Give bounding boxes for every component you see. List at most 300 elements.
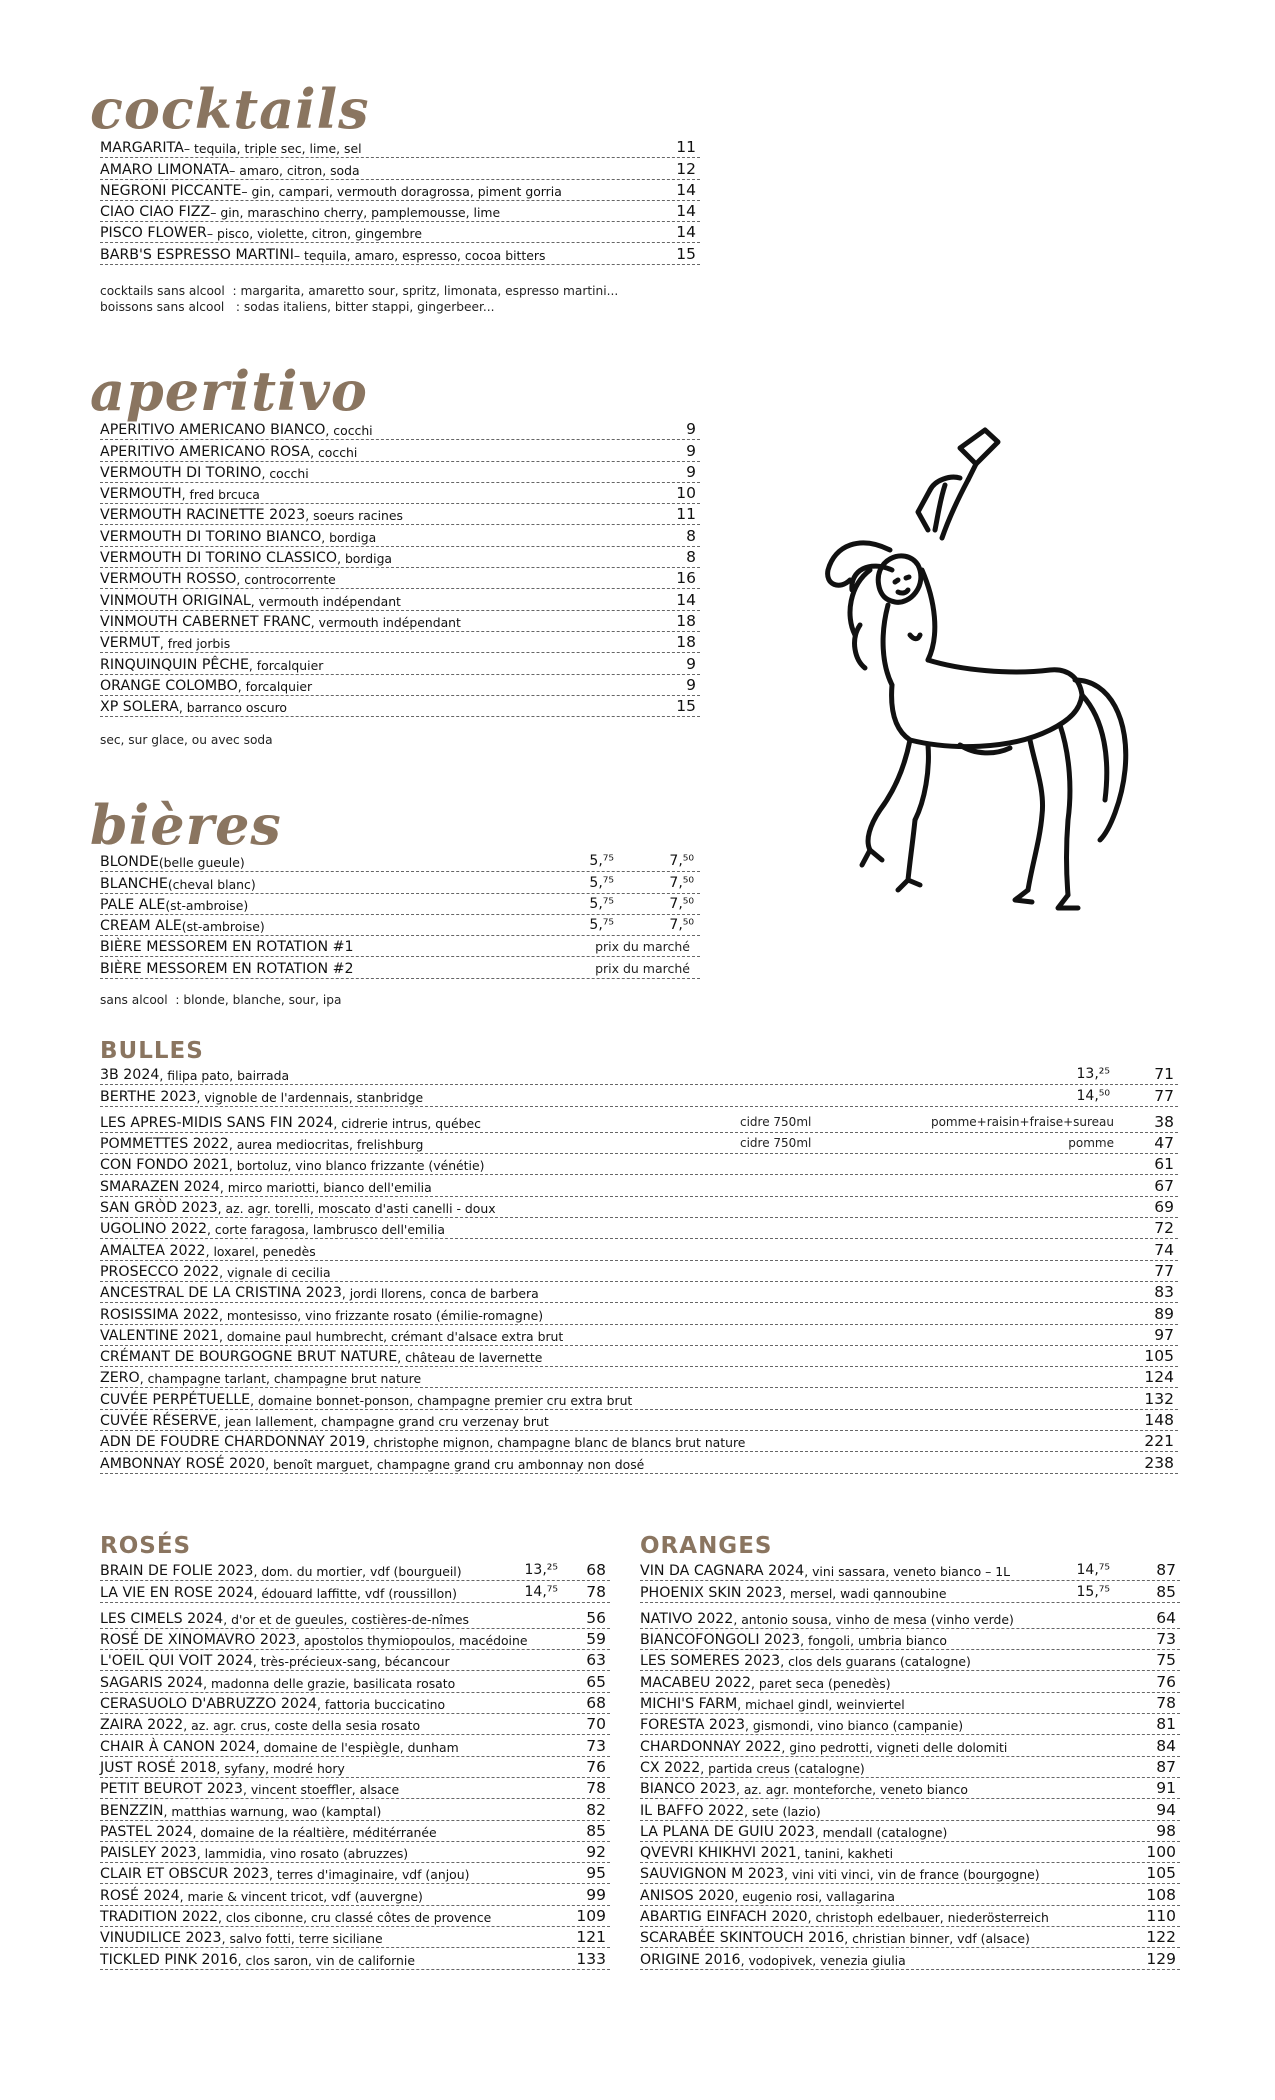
item-desc: , bordiga xyxy=(321,529,377,545)
item-name: BLONDE xyxy=(100,854,159,871)
item-name: BARB'S ESPRESSO MARTINI xyxy=(100,246,294,263)
bottle-price: 61 xyxy=(1154,1155,1174,1174)
item-name: LES SOMERES 2023 xyxy=(640,1653,781,1670)
bottle-price: 87 xyxy=(1156,1757,1176,1776)
bottle-price: 77 xyxy=(1154,1086,1174,1105)
bottle-price: 98 xyxy=(1156,1821,1176,1840)
item-desc: – gin, maraschino cherry, pamplemousse, lime xyxy=(210,205,501,221)
menu-item xyxy=(640,1821,1180,1842)
menu-item xyxy=(100,137,700,158)
glass-price: 13,²⁵ xyxy=(1076,1066,1110,1083)
bieres-list xyxy=(100,851,700,979)
item-desc: , domaine de la réaltière, méditérranée xyxy=(192,1824,437,1840)
menu-item xyxy=(100,568,700,589)
menu-item xyxy=(100,1629,610,1650)
item-name: BIÈRE MESSOREM EN ROTATION #1 xyxy=(100,939,354,956)
menu-item xyxy=(100,1367,1178,1388)
item-desc: , tanini, kakheti xyxy=(796,1846,894,1862)
item-name: ABARTIG EINFACH 2020 xyxy=(640,1909,808,1926)
item-desc: , jean lallement, champagne grand cru verzenay brut xyxy=(216,1414,549,1430)
menu-item xyxy=(640,1650,1180,1671)
bottle-price: 73 xyxy=(1156,1630,1176,1649)
menu-item xyxy=(100,1431,1178,1452)
item-name: AMARO LIMONATA xyxy=(100,161,230,178)
item-desc: , antonio sousa, vinho de mesa (vinho verde) xyxy=(733,1611,1014,1627)
item-desc: , cocchi xyxy=(261,465,309,481)
item-desc: , cocchi xyxy=(310,444,358,460)
bottle-price: 59 xyxy=(586,1630,606,1649)
bottle-price: 97 xyxy=(1154,1325,1174,1344)
menu-item xyxy=(100,1581,610,1602)
item-name: ORANGE COLOMBO xyxy=(100,677,238,694)
bottle-price: 110 xyxy=(1146,1907,1176,1926)
item-name: L'OEIL QUI VOIT 2024 xyxy=(100,1653,253,1670)
item-desc: , filipa pato, bairrada xyxy=(159,1068,290,1084)
item-name: CREAM ALE xyxy=(100,918,182,935)
item-name: CLAIR ET OBSCUR 2023 xyxy=(100,1866,269,1883)
menu-item xyxy=(100,1650,610,1671)
item-name: AMALTEA 2022 xyxy=(100,1242,206,1259)
menu-item xyxy=(100,1863,610,1884)
item-name: RINQUINQUIN PÊCHE xyxy=(100,656,249,673)
item-desc: , domaine bonnet-ponson, champagne premier cru extra brut xyxy=(250,1392,633,1408)
bottle-price: 56 xyxy=(586,1608,606,1627)
bottle-price: 238 xyxy=(1144,1453,1174,1472)
item-name: PASTEL 2024 xyxy=(100,1823,193,1840)
item-desc: , soeurs racines xyxy=(305,508,403,524)
item-desc: , clos saron, vin de californie xyxy=(237,1952,415,1968)
item-name: VERMOUTH DI TORINO xyxy=(100,464,262,481)
half-pint-price: 5,⁷⁵ xyxy=(589,917,614,934)
bottle-price: 105 xyxy=(1146,1864,1176,1883)
item-price: 8 xyxy=(686,526,696,545)
oranges-title: ORANGES xyxy=(640,1533,773,1559)
bottle-price: 109 xyxy=(576,1907,606,1926)
item-name: VALENTINE 2021 xyxy=(100,1327,220,1344)
item-name: PISCO FLOWER xyxy=(100,225,207,242)
bottle-price: 89 xyxy=(1154,1304,1174,1323)
cidre-fruits: pomme xyxy=(1068,1136,1114,1151)
menu-item xyxy=(100,611,700,632)
bottle-price: 71 xyxy=(1154,1065,1174,1084)
menu-item xyxy=(640,1608,1180,1629)
menu-item xyxy=(100,1608,610,1629)
item-desc: – pisco, violette, citron, gingembre xyxy=(206,226,422,242)
item-name: CRÉMANT DE BOURGOGNE BRUT NATURE xyxy=(100,1349,398,1366)
item-desc: , corte faragosa, lambrusco dell'emilia xyxy=(207,1222,445,1238)
menu-item xyxy=(100,1085,1178,1106)
item-desc: , aurea mediocritas, frelishburg xyxy=(228,1137,424,1153)
cocktails-title: cocktails xyxy=(90,77,370,141)
bottle-price: 63 xyxy=(586,1651,606,1670)
glass-price: 14,⁷⁵ xyxy=(524,1583,558,1600)
glass-price: 14,⁷⁵ xyxy=(1076,1562,1110,1579)
item-desc: , édouard laffitte, vdf (roussillon) xyxy=(253,1585,457,1601)
item-name: SAN GRÒD 2023 xyxy=(100,1200,218,1217)
item-name: BRAIN DE FOLIE 2023 xyxy=(100,1563,254,1580)
bottle-price: 87 xyxy=(1156,1561,1176,1580)
item-desc: , controcorrente xyxy=(236,572,336,588)
item-name: CERASUOLO D'ABRUZZO 2024 xyxy=(100,1696,317,1713)
item-price: 9 xyxy=(686,420,696,439)
menu-item xyxy=(640,1884,1180,1905)
bottle-price: 95 xyxy=(586,1864,606,1883)
menu-item xyxy=(100,158,700,179)
item-desc: – tequila, triple sec, lime, sel xyxy=(183,141,362,157)
item-desc: , vini viti vinci, vin de france (bourgogne) xyxy=(784,1867,1040,1883)
pint-price: 7,⁵⁰ xyxy=(669,874,694,891)
item-name: AMBONNAY ROSÉ 2020 xyxy=(100,1455,266,1472)
item-desc: , mendall (catalogne) xyxy=(814,1824,948,1840)
item-name: POMMETTES 2022 xyxy=(100,1136,229,1153)
bottle-price: 65 xyxy=(586,1672,606,1691)
half-pint-price: 5,⁷⁵ xyxy=(589,895,614,912)
item-name: BIÈRE MESSOREM EN ROTATION #2 xyxy=(100,960,354,977)
item-desc: , mersel, wadi qannoubine xyxy=(782,1585,947,1601)
cidre-format: cidre 750ml xyxy=(740,1136,812,1151)
menu-item xyxy=(640,1778,1180,1799)
item-name: CHAIR À CANON 2024 xyxy=(100,1738,256,1755)
menu-item xyxy=(100,915,700,936)
menu-item xyxy=(100,419,700,440)
item-name: BLANCHE xyxy=(100,875,168,892)
menu-item xyxy=(100,1948,610,1969)
bottle-price: 84 xyxy=(1156,1736,1176,1755)
menu-item xyxy=(640,1560,1180,1581)
menu-item xyxy=(100,936,700,957)
item-name: VINUDILICE 2023 xyxy=(100,1930,222,1947)
item-name: SCARABÉE SKINTOUCH 2016 xyxy=(640,1930,845,1947)
menu-item xyxy=(640,1693,1180,1714)
item-name: VERMOUTH ROSSO xyxy=(100,571,237,588)
aperitivo-title: aperitivo xyxy=(90,359,368,423)
market-price: prix du marché xyxy=(595,939,690,955)
menu-item xyxy=(100,1821,610,1842)
item-name: MICHI'S FARM xyxy=(640,1696,738,1713)
item-name: APERITIVO AMERICANO BIANCO xyxy=(100,422,326,439)
item-name: SAGARIS 2024 xyxy=(100,1674,204,1691)
item-name: TICKLED PINK 2016 xyxy=(100,1951,238,1968)
menu-item xyxy=(100,1560,610,1581)
item-desc: , jordi llorens, conca de barbera xyxy=(341,1286,539,1302)
item-name: PROSECCO 2022 xyxy=(100,1263,220,1280)
item-desc: , vincent stoeffler, alsace xyxy=(242,1782,400,1798)
menu-item xyxy=(640,1799,1180,1820)
menu-item xyxy=(100,675,700,696)
item-price: 10 xyxy=(676,484,696,503)
bieres-note: sans alcool : blonde, blanche, sour, ipa xyxy=(100,993,342,1007)
menu-item xyxy=(100,589,700,610)
item-name: VINMOUTH ORIGINAL xyxy=(100,592,251,609)
menu-item xyxy=(100,1175,1178,1196)
item-desc: , marie & vincent tricot, vdf (auvergne) xyxy=(179,1888,423,1904)
bottle-price: 83 xyxy=(1154,1283,1174,1302)
item-price: 9 xyxy=(686,675,696,694)
cocktails-list xyxy=(100,137,700,265)
item-price: 14 xyxy=(676,223,696,242)
item-desc: , loxarel, penedès xyxy=(205,1243,316,1259)
item-desc: , bordiga xyxy=(337,551,393,567)
item-price: 16 xyxy=(676,569,696,588)
item-name: ZERO xyxy=(100,1370,140,1387)
item-name: BIANCOFONGOLI 2023 xyxy=(640,1632,801,1649)
item-desc: , mirco mariotti, bianco dell'emilia xyxy=(219,1179,432,1195)
item-desc: , terres d'imaginaire, vdf (anjou) xyxy=(268,1867,470,1883)
bottle-price: 122 xyxy=(1146,1928,1176,1947)
menu-item xyxy=(100,1388,1178,1409)
bottle-price: 69 xyxy=(1154,1198,1174,1217)
menu-item xyxy=(100,222,700,243)
item-name: VIN DA CAGNARA 2024 xyxy=(640,1563,805,1580)
item-name: SAUVIGNON M 2023 xyxy=(640,1866,785,1883)
item-desc: , clos cibonne, cru classé côtes de provence xyxy=(218,1910,492,1926)
item-name: VERMOUTH DI TORINO BIANCO xyxy=(100,528,322,545)
menu-item xyxy=(100,1452,1178,1473)
item-desc: , barranco oscuro xyxy=(178,700,288,716)
menu-item xyxy=(100,483,700,504)
bottle-price: 108 xyxy=(1146,1885,1176,1904)
item-desc: , partida creus (catalogne) xyxy=(700,1760,865,1776)
item-name: PHOENIX SKIN 2023 xyxy=(640,1584,783,1601)
item-name: NATIVO 2022 xyxy=(640,1610,734,1627)
menu-item xyxy=(100,180,700,201)
item-name: ZAIRA 2022 xyxy=(100,1717,184,1734)
bottle-price: 47 xyxy=(1154,1134,1174,1153)
menu-item xyxy=(640,1581,1180,1602)
item-name: CON FONDO 2021 xyxy=(100,1157,229,1174)
centaur-toast-illustration xyxy=(810,420,1140,940)
bottle-price: 76 xyxy=(1156,1672,1176,1691)
item-name: SMARAZEN 2024 xyxy=(100,1178,220,1195)
item-desc: , fongoli, umbria bianco xyxy=(800,1633,948,1649)
menu-item xyxy=(100,1197,1178,1218)
market-price: prix du marché xyxy=(595,960,690,976)
item-desc: , forcalquier xyxy=(248,657,324,673)
menu-item xyxy=(100,872,700,893)
menu-item xyxy=(640,1735,1180,1756)
bottle-price: 100 xyxy=(1146,1843,1176,1862)
menu-item xyxy=(100,1133,1178,1154)
item-price: 9 xyxy=(686,462,696,481)
item-price: 12 xyxy=(676,159,696,178)
item-desc: , domaine paul humbrecht, crémant d'alsace extra brut xyxy=(219,1328,564,1344)
item-desc: , forcalquier xyxy=(237,678,313,694)
bottle-price: 91 xyxy=(1156,1779,1176,1798)
item-desc: , madonna delle grazie, basilicata rosato xyxy=(203,1675,456,1691)
glass-price: 15,⁷⁵ xyxy=(1076,1583,1110,1600)
item-name: ROSÉ DE XINOMAVRO 2023 xyxy=(100,1632,296,1649)
item-name: BERTHE 2023 xyxy=(100,1088,197,1105)
menu-item xyxy=(100,1261,1178,1282)
item-desc: , gino pedrotti, vigneti delle dolomiti xyxy=(781,1739,1008,1755)
item-name: FORESTA 2023 xyxy=(640,1717,746,1734)
item-desc: , sete (lazio) xyxy=(744,1803,821,1819)
item-price: 14 xyxy=(676,180,696,199)
item-name: CUVÉE RÉSERVE xyxy=(100,1413,217,1430)
bottle-price: 74 xyxy=(1154,1240,1174,1259)
item-price: 9 xyxy=(686,654,696,673)
item-name: UGOLINO 2022 xyxy=(100,1221,208,1238)
menu-item xyxy=(100,243,700,264)
item-name: ROSÉ 2024 xyxy=(100,1887,180,1904)
item-desc: , fred brcuca xyxy=(181,487,260,503)
menu-item xyxy=(100,1799,610,1820)
bottle-price: 78 xyxy=(586,1779,606,1798)
bottle-price: 92 xyxy=(586,1843,606,1862)
menu-item xyxy=(100,201,700,222)
item-name: VERMUT xyxy=(100,635,160,652)
menu-item xyxy=(640,1863,1180,1884)
menu-item xyxy=(100,1693,610,1714)
cocktails-note-1: cocktails sans alcool : margarita, amaretto sour, spritz, limonata, espresso martini... xyxy=(100,284,619,298)
bottle-price: 105 xyxy=(1144,1347,1174,1366)
menu-item xyxy=(100,1671,610,1692)
item-name: PALE ALE xyxy=(100,896,166,913)
item-desc: – tequila, amaro, espresso, cocoa bitters xyxy=(293,247,546,263)
menu-item xyxy=(640,1906,1180,1927)
bottle-price: 85 xyxy=(586,1821,606,1840)
menu-item xyxy=(100,1906,610,1927)
item-desc: , vignale di cecilia xyxy=(219,1264,331,1280)
bottle-price: 38 xyxy=(1154,1112,1174,1131)
bulles-title: BULLES xyxy=(100,1038,204,1064)
bottle-price: 70 xyxy=(586,1715,606,1734)
bottle-price: 78 xyxy=(1156,1694,1176,1713)
item-price: 11 xyxy=(676,138,696,157)
item-desc: , vignoble de l'ardennais, stanbridge xyxy=(196,1089,424,1105)
bottle-price: 67 xyxy=(1154,1176,1174,1195)
item-price: 15 xyxy=(676,697,696,716)
cidre-fruits: pomme+raisin+fraise+sureau xyxy=(930,1114,1114,1129)
item-name: NEGRONI PICCANTE xyxy=(100,182,242,199)
item-name: MACABEU 2022 xyxy=(640,1674,752,1691)
menu-item xyxy=(100,653,700,674)
item-desc: (st-ambroise) xyxy=(181,919,265,935)
bottle-price: 148 xyxy=(1144,1411,1174,1430)
item-name: ADN DE FOUDRE CHARDONNAY 2019 xyxy=(100,1434,366,1451)
menu-item xyxy=(100,440,700,461)
menu-item xyxy=(640,1948,1180,1969)
item-name: VERMOUTH DI TORINO CLASSICO xyxy=(100,550,338,567)
half-pint-price: 5,⁷⁵ xyxy=(589,853,614,870)
aperitivo-list xyxy=(100,419,700,717)
menu-item xyxy=(100,632,700,653)
item-name: PETIT BEUROT 2023 xyxy=(100,1781,243,1798)
bottle-price: 132 xyxy=(1144,1389,1174,1408)
bottle-price: 72 xyxy=(1154,1219,1174,1238)
item-name: IL BAFFO 2022 xyxy=(640,1802,745,1819)
menu-item xyxy=(100,547,700,568)
item-name: CX 2022 xyxy=(640,1759,701,1776)
item-price: 14 xyxy=(676,202,696,221)
bottle-price: 77 xyxy=(1154,1261,1174,1280)
menu-item xyxy=(100,525,700,546)
item-desc: , fattoria buccicatino xyxy=(316,1697,446,1713)
item-name: LES CIMELS 2024 xyxy=(100,1610,224,1627)
bottle-price: 129 xyxy=(1146,1949,1176,1968)
bottle-price: 64 xyxy=(1156,1608,1176,1627)
item-desc: , eugenio rosi, vallagarina xyxy=(734,1888,895,1904)
item-desc: , christophe mignon, champagne blanc de blancs brut nature xyxy=(365,1435,746,1451)
menu-item xyxy=(100,1778,610,1799)
item-desc: , très-précieux-sang, bécancour xyxy=(252,1654,450,1670)
bieres-title: bières xyxy=(90,793,282,857)
menu-item xyxy=(100,894,700,915)
item-desc: , syfany, modré hory xyxy=(216,1760,345,1776)
item-name: LA VIE EN ROSE 2024 xyxy=(100,1584,254,1601)
item-desc: , michael gindl, weinviertel xyxy=(737,1697,905,1713)
menu-item xyxy=(100,1757,610,1778)
pint-price: 7,⁵⁰ xyxy=(669,895,694,912)
item-desc: , paret seca (penedès) xyxy=(751,1675,891,1691)
bottle-price: 68 xyxy=(586,1694,606,1713)
item-name: CHARDONNAY 2022 xyxy=(640,1738,782,1755)
item-desc: , gismondi, vino bianco (campanie) xyxy=(745,1718,964,1734)
item-name: ORIGINE 2016 xyxy=(640,1951,741,1968)
item-desc: , cidrerie intrus, québec xyxy=(333,1115,481,1131)
item-desc: , d'or et de gueules, costières-de-nîmes xyxy=(223,1611,469,1627)
bottle-price: 121 xyxy=(576,1928,606,1947)
item-name: VERMOUTH xyxy=(100,486,182,503)
bottle-price: 78 xyxy=(586,1582,606,1601)
bottle-price: 99 xyxy=(586,1885,606,1904)
aperitivo-note: sec, sur glace, ou avec soda xyxy=(100,733,273,747)
menu-item xyxy=(640,1714,1180,1735)
bottle-price: 124 xyxy=(1144,1368,1174,1387)
menu-item xyxy=(100,1112,1178,1133)
bottle-price: 73 xyxy=(586,1736,606,1755)
menu-item xyxy=(640,1671,1180,1692)
item-desc: – gin, campari, vermouth doragrossa, piment gorria xyxy=(241,183,562,199)
item-desc: , christoph edelbauer, niederösterreich xyxy=(807,1910,1049,1926)
item-desc: , vodopivek, venezia giulia xyxy=(740,1952,906,1968)
item-desc: , bortoluz, vino blanco frizzante (vénétie) xyxy=(228,1158,485,1174)
item-desc: , fred jorbis xyxy=(159,636,231,652)
item-desc: , az. agr. torelli, moscato d'asti canelli - doux xyxy=(217,1201,496,1217)
item-name: VINMOUTH CABERNET FRANC xyxy=(100,613,311,630)
item-desc: , château de lavernette xyxy=(397,1350,543,1366)
item-name: CUVÉE PERPÉTUELLE xyxy=(100,1391,251,1408)
item-desc: , apostolos thymiopoulos, macédoine xyxy=(295,1633,528,1649)
item-desc: , clos dels guarans (catalogne) xyxy=(780,1654,971,1670)
menu-item xyxy=(100,1410,1178,1431)
item-desc: , az. agr. crus, coste della sesia rosato xyxy=(183,1718,421,1734)
menu-item xyxy=(100,1346,1178,1367)
item-name: ANCESTRAL DE LA CRISTINA 2023 xyxy=(100,1285,342,1302)
menu-item xyxy=(100,1714,610,1735)
bottle-price: 94 xyxy=(1156,1800,1176,1819)
item-price: 18 xyxy=(676,611,696,630)
item-desc: , vini sassara, veneto bianco – 1L xyxy=(804,1564,1011,1580)
item-desc: (cheval blanc) xyxy=(167,876,256,892)
bulles-list xyxy=(100,1064,1178,1474)
bottle-price: 221 xyxy=(1144,1432,1174,1451)
menu-item xyxy=(100,1154,1178,1175)
item-desc: , montesisso, vino frizzante rosato (émilie-romagne) xyxy=(218,1307,544,1323)
item-name: MARGARITA xyxy=(100,140,184,157)
item-desc: – amaro, citron, soda xyxy=(229,162,360,178)
menu-item xyxy=(100,1218,1178,1239)
menu-item xyxy=(100,957,700,978)
item-name: LES APRES-MIDIS SANS FIN 2024 xyxy=(100,1114,334,1131)
item-price: 11 xyxy=(676,505,696,524)
item-name: PAISLEY 2023 xyxy=(100,1845,197,1862)
item-name: JUST ROSÉ 2018 xyxy=(100,1759,217,1776)
item-desc: , christian binner, vdf (alsace) xyxy=(844,1931,1030,1947)
pint-price: 7,⁵⁰ xyxy=(669,853,694,870)
item-desc: , champagne tarlant, champagne brut nature xyxy=(139,1371,422,1387)
menu-item xyxy=(100,1884,610,1905)
